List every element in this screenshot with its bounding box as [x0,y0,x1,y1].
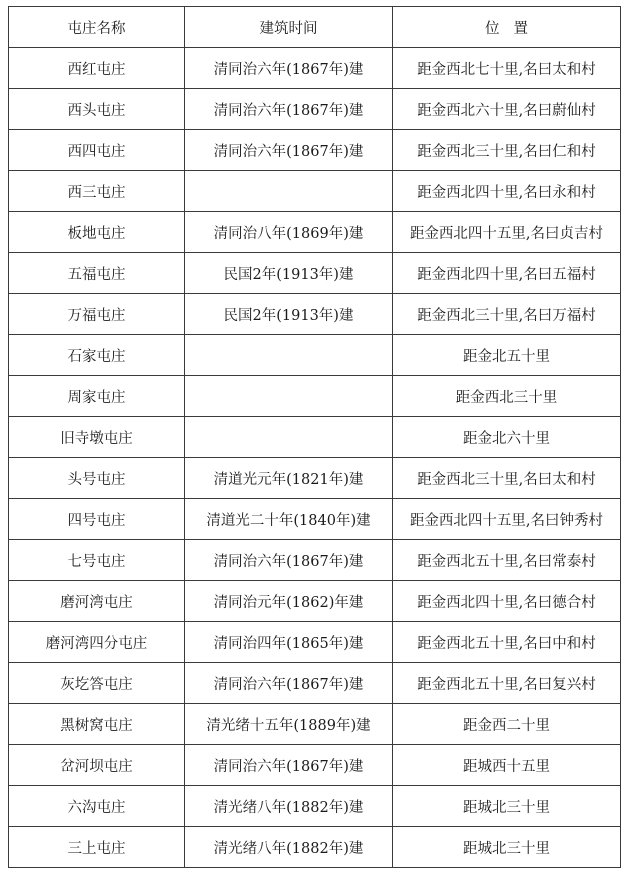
table-row [9,171,621,212]
cell-location: 距金西北六十里,名曰蔚仙村 [393,89,621,130]
cell-name: 西三屯庄 [9,171,185,212]
cell-location: 距金西北三十里 [393,376,621,417]
cell-name: 西头屯庄 [9,89,185,130]
tuzhuang-table [8,6,621,868]
cell-build-time: 清同治六年(1867年)建 [185,89,393,130]
table-row [9,458,621,499]
cell-name: 六沟屯庄 [9,786,185,827]
table-row [9,212,621,253]
cell-name: 板地屯庄 [9,212,185,253]
cell-build-time [185,376,393,417]
table-body [9,48,621,868]
cell-build-time: 清同治六年(1867年)建 [185,663,393,704]
cell-name: 磨河湾四分屯庄 [9,622,185,663]
cell-location: 距城北三十里 [393,827,621,868]
cell-location: 距金西北四十里,名曰五福村 [393,253,621,294]
cell-location: 距金北五十里 [393,335,621,376]
cell-name: 黑树窝屯庄 [9,704,185,745]
cell-name: 万福屯庄 [9,294,185,335]
table-row [9,89,621,130]
cell-build-time: 清同治元年(1862)年建 [185,581,393,622]
table-row [9,294,621,335]
cell-location: 距金西北五十里,名曰复兴村 [393,663,621,704]
cell-build-time: 清同治六年(1867年)建 [185,745,393,786]
cell-name: 旧寺墩屯庄 [9,417,185,458]
cell-build-time: 民国2年(1913年)建 [185,253,393,294]
cell-name: 周家屯庄 [9,376,185,417]
cell-location: 距金西北四十五里,名曰贞吉村 [393,212,621,253]
cell-location: 距金西二十里 [393,704,621,745]
cell-build-time [185,171,393,212]
table-row [9,786,621,827]
cell-location: 距金西北三十里,名曰太和村 [393,458,621,499]
table-row [9,335,621,376]
table-row [9,663,621,704]
cell-name: 五福屯庄 [9,253,185,294]
cell-location: 距金西北五十里,名曰常泰村 [393,540,621,581]
table-container [8,6,620,868]
cell-name: 三上屯庄 [9,827,185,868]
cell-build-time: 清同治四年(1865年)建 [185,622,393,663]
cell-name: 七号屯庄 [9,540,185,581]
cell-build-time: 清道光二十年(1840年)建 [185,499,393,540]
cell-name: 西四屯庄 [9,130,185,171]
cell-name: 西红屯庄 [9,48,185,89]
cell-location: 距金西北四十里,名曰永和村 [393,171,621,212]
cell-location: 距金西北三十里,名曰仁和村 [393,130,621,171]
cell-name: 四号屯庄 [9,499,185,540]
cell-location: 距城北三十里 [393,786,621,827]
cell-location: 距金西北七十里,名曰太和村 [393,48,621,89]
cell-name: 灰圪答屯庄 [9,663,185,704]
cell-build-time: 清同治六年(1867年)建 [185,540,393,581]
table-row [9,48,621,89]
header-location: 位置 [393,7,621,48]
cell-build-time: 民国2年(1913年)建 [185,294,393,335]
table-header [9,7,621,48]
cell-location: 距城西十五里 [393,745,621,786]
cell-location: 距金西北五十里,名曰中和村 [393,622,621,663]
cell-location: 距金西北四十里,名曰德合村 [393,581,621,622]
cell-name: 石家屯庄 [9,335,185,376]
cell-build-time: 清同治八年(1869年)建 [185,212,393,253]
cell-name: 岔河坝屯庄 [9,745,185,786]
table-row [9,704,621,745]
table-row [9,253,621,294]
table-row [9,745,621,786]
table-row [9,540,621,581]
header-name: 屯庄名称 [9,7,185,48]
cell-build-time: 清光绪十五年(1889年)建 [185,704,393,745]
table-row [9,581,621,622]
table-row [9,130,621,171]
cell-build-time [185,417,393,458]
table-row [9,499,621,540]
table-row [9,417,621,458]
cell-location: 距金西北四十五里,名曰钟秀村 [393,499,621,540]
table-row [9,827,621,868]
cell-build-time: 清同治六年(1867年)建 [185,48,393,89]
cell-build-time: 清同治六年(1867年)建 [185,130,393,171]
cell-location: 距金北六十里 [393,417,621,458]
table-row [9,622,621,663]
cell-build-time: 清光绪八年(1882年)建 [185,786,393,827]
cell-build-time: 清光绪八年(1882年)建 [185,827,393,868]
header-row [9,7,621,48]
cell-build-time: 清道光元年(1821年)建 [185,458,393,499]
cell-name: 头号屯庄 [9,458,185,499]
header-build-time: 建筑时间 [185,7,393,48]
table-row [9,376,621,417]
cell-location: 距金西北三十里,名曰万福村 [393,294,621,335]
cell-build-time [185,335,393,376]
cell-name: 磨河湾屯庄 [9,581,185,622]
